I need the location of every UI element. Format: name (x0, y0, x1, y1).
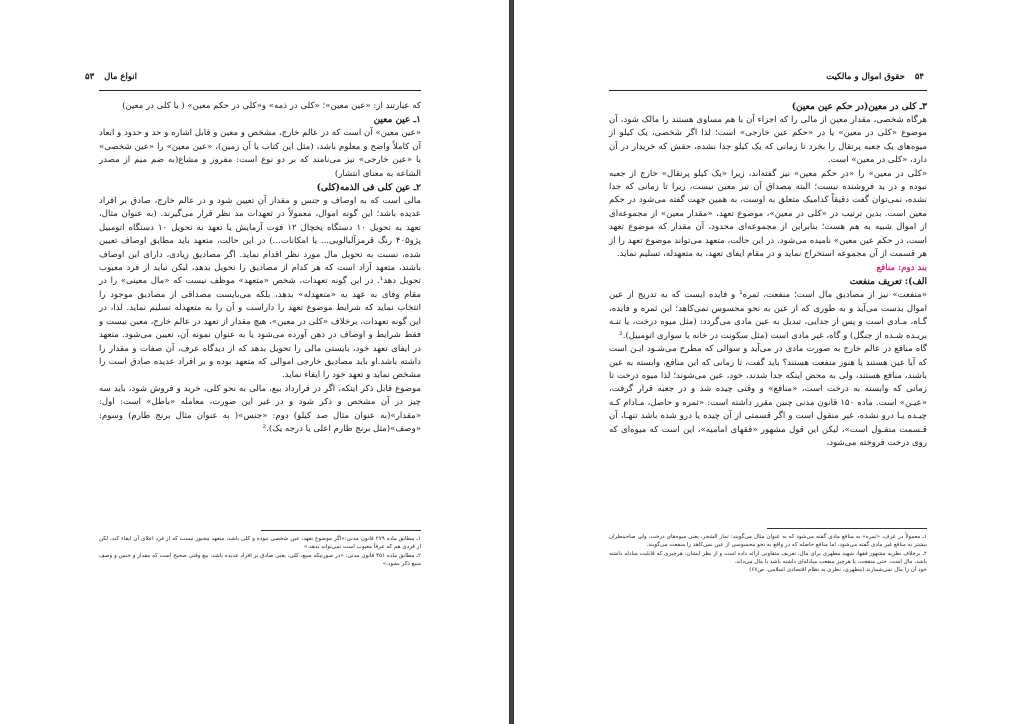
paragraph: مالی است که به اوصاف و جنس و مقدار آن تعیین شود و در عالم خارج، صادق بر افراد عدیده باشد؛ این گونه اموال، معمولاً در تعهدات مد نظر قرار می‌گیرند. (به عنوان مثال، تعهد به تحویل ۱۰ دستگاه یخچال ۱۲ فوت آزمایش یا تعهد به تحویل ۱۰ دستگاه اتومبیل پژو۴۰۵ رنگ قرمزآلبالویی... یا امکانات...) در این حالت، متعهد باید مطابق اوصاف تعیین شده، نسبت به تحویل مال مورد نظر اقدام نماید. اگر مصادیق زیادی، دارای این اوصاف باشند، متعهد آزاد است که هر کدام از مصادیق را تحویل بدهد، لیکن نباید از فرد معیوب تحویل دهد¹. در این گونه تعهدات، شخص «متعهد» موظف نیست که «مال معینی» را در مقام وفای به عهد به «متعهدله» بدهد، بلکه می‌بایست مصداقی از مصادیق موجود را انتخاب نماید که شرایط موضوع تعهد را داراست و آن را به متعهدله تسلیم نماید. لذا، در این گونه تعهدات، برخلاف «کلی در معین»، هیچ مقدار از تعهد در عالم خارج، معین نیست و فقط شرایط و اوصاف در ذهن آورده می‌شود یا به عنوان نمونه آن، تعیین می‌شود. متعهد در ایفای تعهد خود، بایستی مالی را تحویل بدهد که از دیدگاه عرف، آن صفات و مقدار را داشته باشد.او باید مصادیق خارجی اموالی که متعهد بوده و بر افراد عدیده صادق است را مشخص نماید و تعهد خود را ایفاء نماید. (99, 196, 421, 381)
paragraph: هرگاه شخصی، مقدار معین از مالی را که اجزاء آن با هم مساوی هستند را مالک شود، آن موضوع «کلی در معین» یا در «حکم عین خارجی» است؛ لذا اگر شخصی، یک کیلو از میوه‌های یک جعبه پرتقال را بخرد تا زمانی که یک کیلو جدا نشده، حقش که خریدار در آن دارد، «کلی در معین» است. (609, 115, 927, 166)
right-page-number: ۵۴ (914, 72, 924, 82)
right-header-rule (609, 90, 927, 91)
section-heading: ۱ـ عین معین (373, 115, 421, 126)
right-page (513, 0, 1024, 724)
paragraph: موضوع قابل ذکر اینکه، اگر در قرارداد بیع، مالی به نحو کلی، خرید و فروش شود، باید سه چیز در آن مشخص و ذکر شود و در غیر این صورت، معامله «باطل» است: اول: «مقدار»(به عنوان مثال صد کیلو) دوم: «جنس»( به عنوان مثال برنج طارم) وسوم: «وصف»(مثل برنج طارم اعلی یا درجه یک).² (99, 383, 421, 434)
left-body-text (99, 100, 421, 436)
left-header-rule (99, 90, 421, 91)
paragraph: که عبارتند از: «عین معین»؛ «کلی در ذمه» و«کلی در حکم معین» ( یا کلی در معین) (122, 101, 421, 111)
footnote: ۲ـ برخلاف نظریه مشهور فقها، شهید مطهری برای مال، تعریف متفاوتی ارائه داده است و از نظر ایشان، هرچیزی که قابلیت مبادله داشته باشد، مال است. حتی منفعت، یا هرچیز منفعت مبادله‌ای داشته باشد یا مال می‌داند. (609, 550, 927, 565)
footnote: ۱ـ مطابق ماده ۲۷۹ قانون مدنی:«اگر موضوع تعهد، عین شخصی نبوده و کلی باشد، متعهد مجبور نیست که از فرد اعلای آن ایفاء کند، لکن از فردی هم که عرفاً معیوب است نمی‌تواند بدهد.» (99, 536, 422, 551)
right-page-title: حقوق اموال و مالکیت (826, 72, 905, 82)
footnote: ۲ـ مطابق ماده ۳۵۱ قانون مدنی: «در صورتیکه مبیع، کلی، یعنی صادق بر افراد عدیده باشد، بیع وقتی صحیح است که مقدار و جنس و وصف مبیع ذکر بشود.» (99, 552, 421, 567)
left-footnotes (99, 535, 421, 568)
section-heading: الف): تعریف منفعت (849, 277, 927, 288)
footnote: ۱ـ معمولاً در عرف، «ثمره» به منافع مادی گفته می‌شود که به عنوان مثال می‌گویند: ثمار الشجر، یعنی میوه‌های درخت، ولی صاحبنظران بیشتر به منافع غیر مادی گفته می‌شود، اما منافع حاصله که در واقع به نحو محسوسی از عین نمی‌کاهد را منفعت می‌گویند. (609, 534, 927, 549)
subsection-heading: بند دوم: منافع (876, 263, 927, 274)
right-footnote-rule (767, 528, 927, 529)
paragraph: «کلی در معین» را «در حکم معین» نیز گفته‌اند، زیرا «یک کیلو پرتقال» خارج از جعبه نبوده و در ید فروشنده نیست؛ البته مصداق آن نیز معین نیست، زیرا تا زمانی که جدا نشده، نمی‌توان گفت دقیقاً کدامیک متعلق به اوست، به همین جهت گفته می‌شود در حکم معین است. بدین ترتیب در «کلی در معین»، موضوع تعهد، «مقدار معین» از مجموعه‌ای از اموال شبیه به هم هست؛ بنابراین از مجموعه‌ای محدود، آن مقدار که موضوع تعهد است، در حکم عین معین» نامیده می‌شود. در این حالت، متعهد می‌تواند موضوع تعهد را از هر قسمت از آن مجموعه استخراج نماید و در مقام ایفای تعهد، به متعهدله، تسلیم نماید. (609, 168, 927, 260)
right-footnotes (609, 533, 927, 574)
left-page (0, 0, 510, 724)
left-footnote-rule (261, 530, 421, 531)
footnote: خود آن را مال نمی‌شمارند.(مطهری، نظری به نظام اقتصادی اسلامی، ص۶۷) (749, 567, 927, 574)
left-page-number: ۵۳ (85, 72, 95, 82)
right-page-header (826, 72, 924, 82)
paragraph: گاه منافع در عالم خارج به صورت مادی در می‌آید و سوالی که مطرح می‌شـود ایـن است که آیا عین هستند یا هنوز منفعت هستند؟ باید گفت، تا زمانی که این منافع، وابسته به عین باشند، منافع هستند، ولی به محض اینکه جدا شدند، خود، عین می‌شوند؛ لذا میوه درخت تا زمانی که وابسته به درخت است، «منافع» و وقتی چیده شد و در جعبه قرار گرفت، «عیـن» است. ماده ۱۵۰ قانون مدنی چنین مقرر داشته است: «ثمره و حاصل، مـادام کـه چیـده یـا درو نشده، غیر منقول است و اگر قسمتی از آن چیده یا درو شده باشد تنهـا، آن قـسمت منقـول است»، لیکن این قول مشهور «فقهای امامیه»، این است که میوه‌ای که روی درخت فروخته می‌شود، (609, 344, 927, 448)
left-page-title: انواع مال (104, 72, 137, 82)
paragraph: «منفعت» نیز از مصادیق مال است؛ منفعت، ثمره¹ و فایده ایست که به تدریج از عین اموال بدست می‌آید و به طوری که از عین به نحو محسوس نمی‌کاهد؛ این ثمره و فایده، گـاه، مـادی است و پس از جدایی، تبدیل به عین مادی می‌گردد: (مثل میوه درخت، یا تنـه بریـده شـده از جنگل) و گاه، غیر مادی است (مثل سکونت در خانه یا سواری اتومبیل).² (609, 290, 927, 341)
section-heading: ۳ـ کلی در معین(در حکم عین معین) (791, 102, 927, 112)
right-body-text (609, 100, 927, 450)
paragraph: «عین معین» آن است که در عالم خارج، مشخص و معین و قابل اشاره و حد و حدود و ابعاد آن کاملاً واضح و معلوم باشد، (مثل این کتاب یا آن زمین)، «عین معین» را «عین شخصی» یا «عین خارجی» نیز می‌نامند که بر دو نوع است: مفروز و مشاع(به ضم میم از مصدر الشاعه به معنای انتشار) (99, 128, 421, 179)
section-heading: ۲ـ عین کلی فی الذمه(کلی) (316, 183, 421, 194)
left-page-header (85, 72, 137, 82)
